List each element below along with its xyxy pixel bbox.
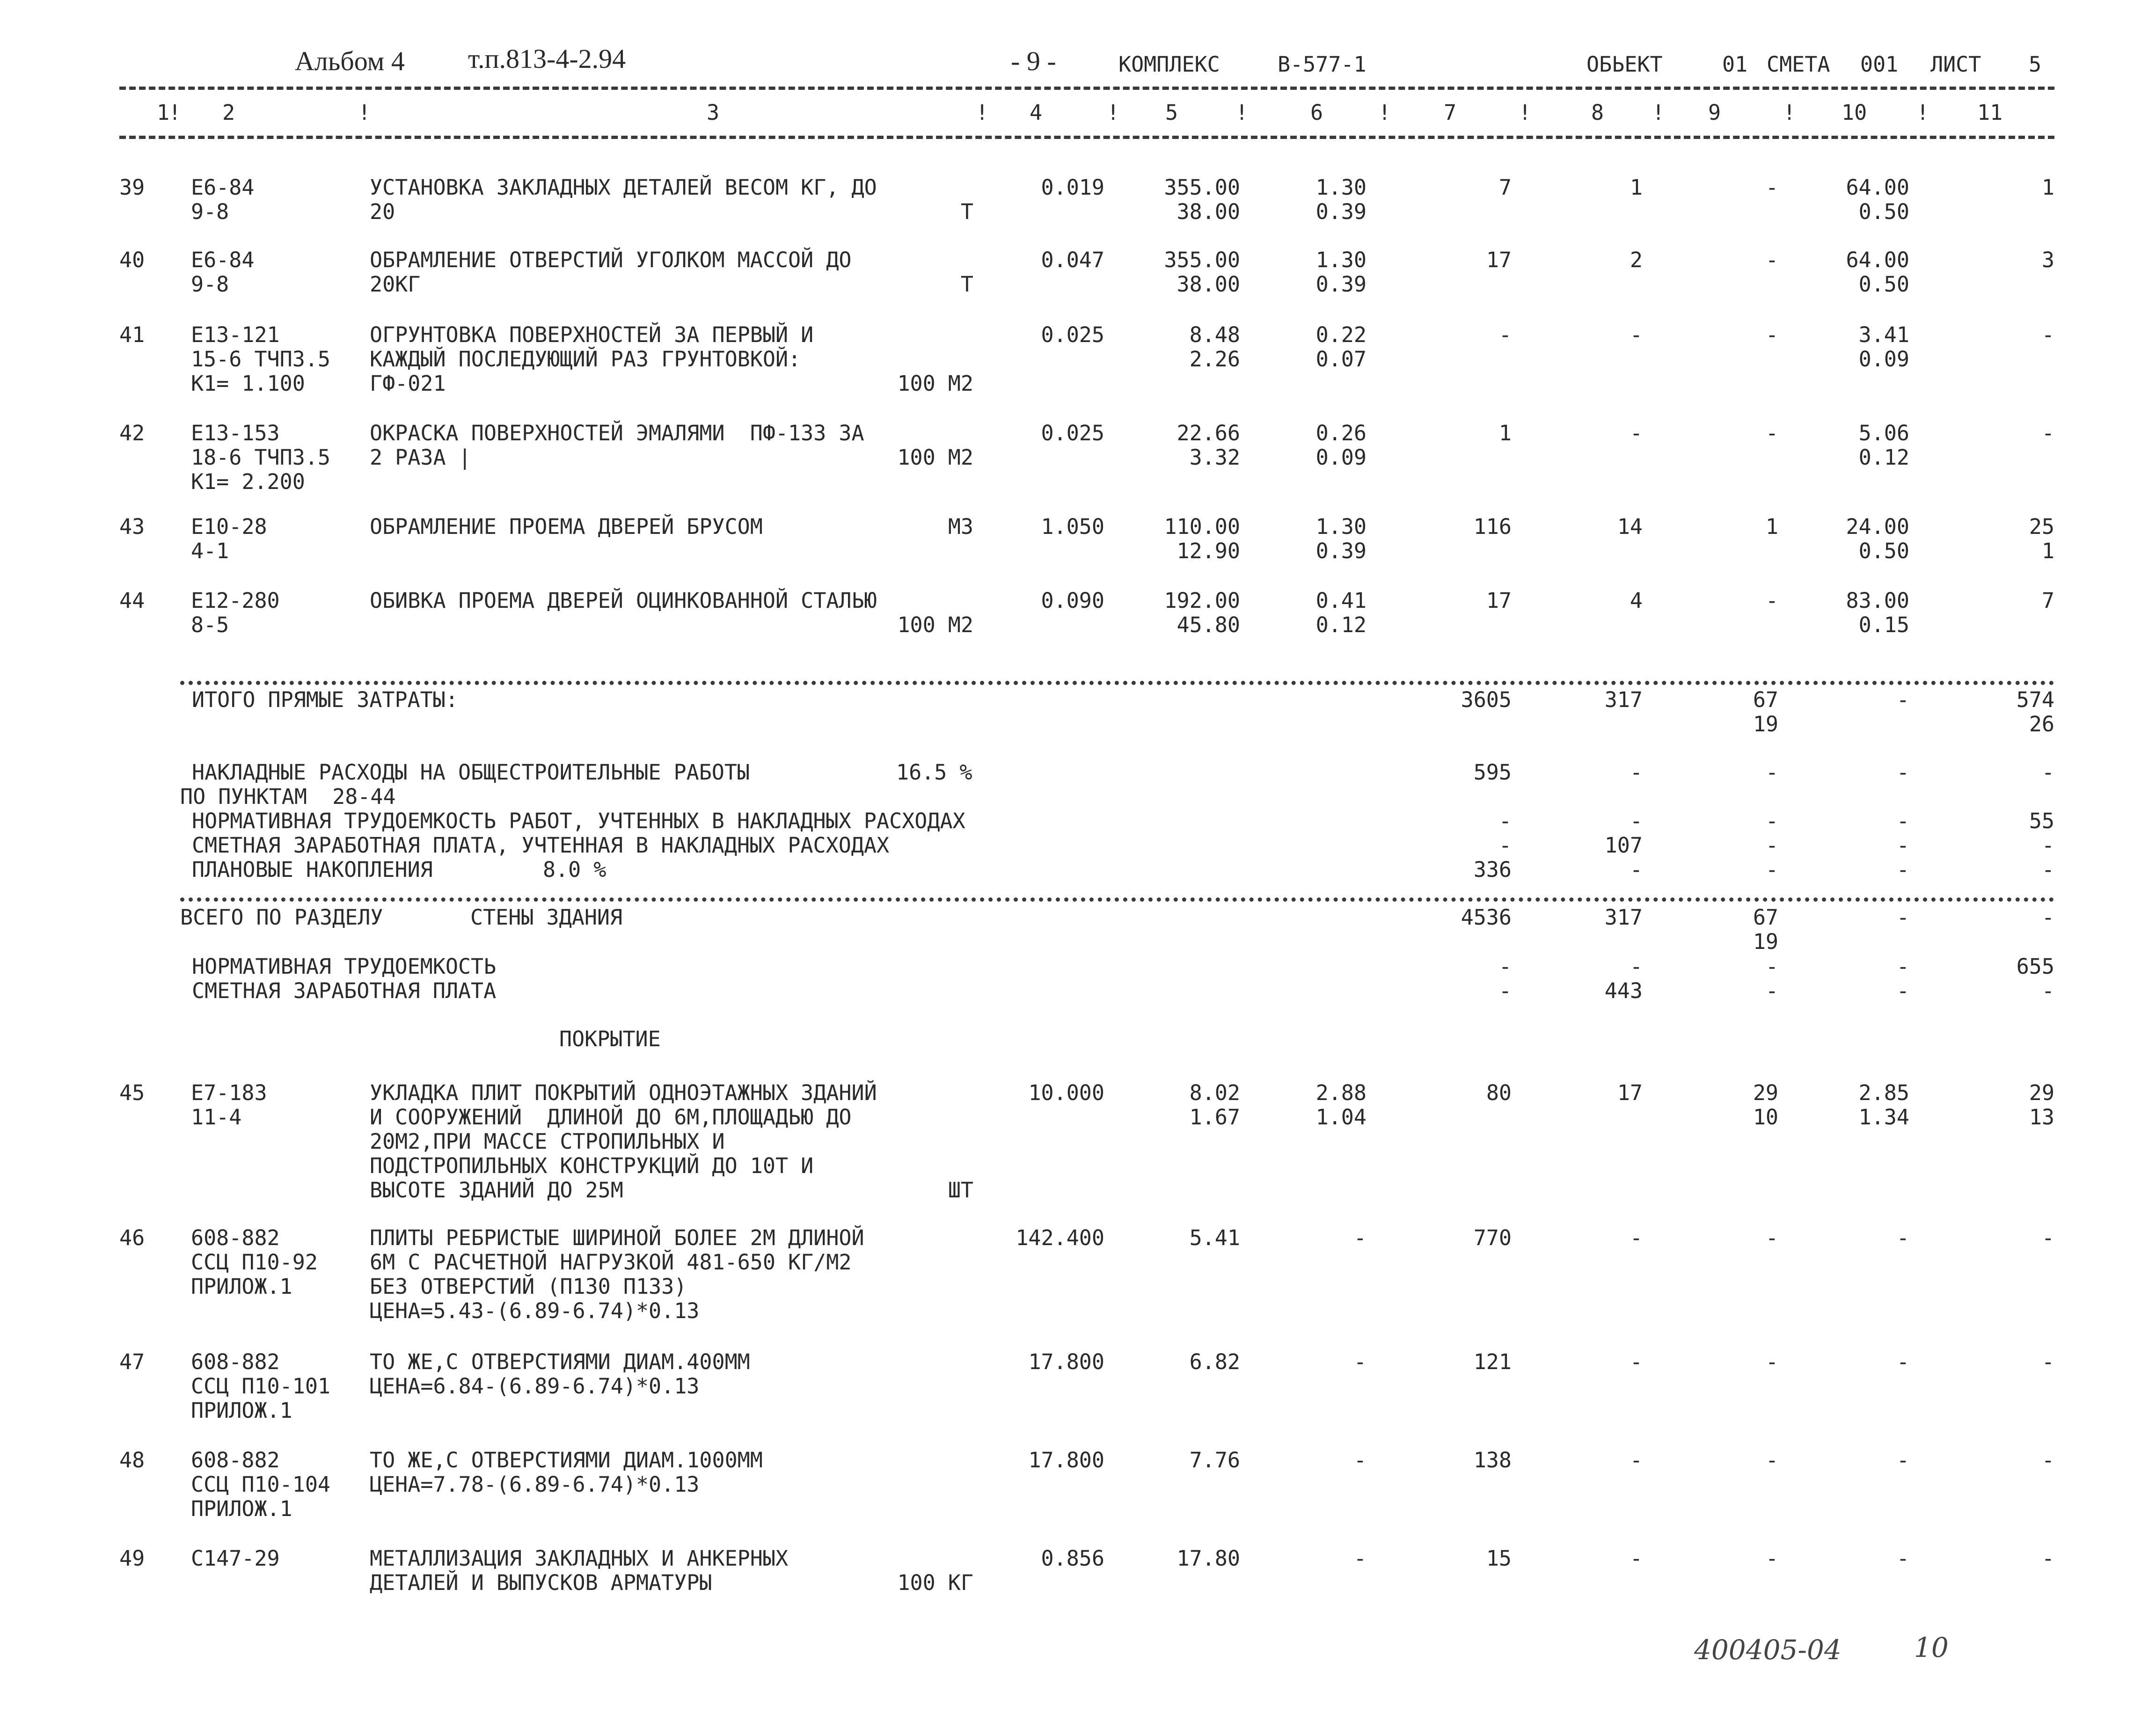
row-c8: - (1630, 322, 1643, 347)
row-name: ОБИВКА ПРОЕМА ДВЕРЕЙ ОЦИНКОВАННОЙ СТАЛЬЮ (370, 588, 877, 613)
direct-c11-a: 574 (2016, 687, 2054, 712)
wage-oh-c11: - (2041, 833, 2054, 858)
row-name: 20КГ (370, 272, 421, 297)
row-quantity: 0.025 (1041, 421, 1104, 445)
header-rule-top (119, 87, 2054, 90)
row-c8: 2 (1630, 248, 1643, 272)
column-separator: ! (168, 100, 182, 125)
row-c11: - (2041, 1448, 2054, 1472)
row-unit: М3 (948, 514, 973, 539)
row-c6: 0.26 (1316, 421, 1367, 445)
row-code: Е13-121 (191, 322, 280, 347)
row-c11: 1 (2041, 539, 2054, 563)
row-unit: ШТ (948, 1178, 973, 1203)
column-separator: ! (1107, 100, 1120, 125)
row-c10: - (1896, 1448, 1909, 1472)
row-code: ПРИЛОЖ.1 (191, 1496, 292, 1521)
wage-oh-c7: - (1498, 833, 1512, 858)
row-code: 4-1 (191, 539, 229, 563)
row-code: 9-8 (191, 199, 229, 224)
row-c9: - (1765, 175, 1778, 200)
row-c8: - (1630, 421, 1643, 445)
row-name: ТО ЖЕ,С ОТВЕРСТИЯМИ ДИАМ.1000ММ (370, 1448, 763, 1472)
planned-c8: - (1630, 857, 1643, 882)
labor-oh-c8: - (1630, 809, 1643, 833)
row-quantity: 0.019 (1041, 175, 1104, 200)
row-name: ЦЕНА=7.78-(6.89-6.74)*0.13 (370, 1472, 700, 1497)
row-c10: 5.06 (1858, 421, 1909, 445)
row-c5: 110.00 (1164, 514, 1240, 539)
row-c6: - (1353, 1546, 1367, 1571)
column-number: 5 (1165, 100, 1178, 125)
row-c7: 138 (1473, 1448, 1512, 1472)
row-c9: - (1765, 248, 1778, 272)
row-c5: 1.67 (1189, 1105, 1240, 1130)
row-code: К1= 2.200 (191, 469, 305, 494)
page-number: - 9 - (1011, 46, 1056, 76)
row-code: 608-882 (191, 1448, 280, 1472)
row-c6: 1.30 (1316, 248, 1367, 272)
row-c10: 64.00 (1846, 248, 1909, 272)
row-name: ПОДСТРОПИЛЬНЫХ КОНСТРУКЦИЙ ДО 10Т И (370, 1153, 814, 1178)
row-c5: 5.41 (1189, 1225, 1240, 1250)
row-c10: 0.50 (1858, 199, 1909, 224)
section-c11: - (2041, 905, 2054, 930)
row-c11: - (2041, 1546, 2054, 1571)
row-code: Е13-153 (191, 421, 280, 445)
totals-rule-top (180, 681, 2054, 685)
row-c5: 7.76 (1189, 1448, 1240, 1472)
row-quantity: 10.000 (1028, 1080, 1104, 1105)
row-c9: 1 (1765, 514, 1778, 539)
row-name: ПЛИТЫ РЕБРИСТЫЕ ШИРИНОЙ БОЛЕЕ 2М ДЛИНОЙ (370, 1225, 864, 1250)
album-label: Альбом 4 (295, 46, 405, 76)
row-c5: 2.26 (1189, 347, 1240, 372)
wage-label: СМЕТНАЯ ЗАРАБОТНАЯ ПЛАТА (192, 978, 497, 1003)
row-code: Е10-28 (191, 514, 267, 539)
labor-oh-c11: 55 (2029, 809, 2054, 833)
row-c5: 8.48 (1189, 322, 1240, 347)
row-quantity: 0.856 (1041, 1546, 1104, 1571)
row-name: 6М С РАСЧЕТНОЙ НАГРУЗКОЙ 481-650 КГ/М2 (370, 1250, 852, 1275)
row-c11: - (2041, 421, 2054, 445)
column-separator: ! (976, 100, 989, 125)
row-name: ОКРАСКА ПОВЕРХНОСТЕЙ ЭМАЛЯМИ ПФ-133 ЗА (370, 421, 864, 445)
labor-overhead-label: НОРМАТИВНАЯ ТРУДОЕМКОСТЬ РАБОТ, УЧТЕННЫХ В НАКЛАДНЫХ РАСХОДАХ (192, 809, 965, 833)
row-number: 49 (119, 1546, 145, 1571)
row-unit: 100 М2 (897, 612, 973, 637)
row-c8: 14 (1617, 514, 1643, 539)
wage-oh-c8: 107 (1604, 833, 1643, 858)
row-name: ЦЕНА=5.43-(6.89-6.74)*0.13 (370, 1298, 700, 1323)
overhead-c8: - (1630, 760, 1643, 785)
row-c5: 45.80 (1177, 612, 1240, 637)
planned-c7: 336 (1473, 857, 1512, 882)
row-name: ЦЕНА=6.84-(6.89-6.74)*0.13 (370, 1374, 700, 1399)
row-name: 20 (370, 199, 395, 224)
row-code: ССЦ П10-92 (191, 1250, 318, 1275)
planned-c10: - (1896, 857, 1909, 882)
overhead-c11: - (2041, 760, 2054, 785)
row-c6: 0.22 (1316, 322, 1367, 347)
labor-label: НОРМАТИВНАЯ ТРУДОЕМКОСТЬ (192, 954, 497, 979)
row-c11: 1 (2041, 175, 2054, 200)
row-code: 18-6 ТЧП3.5 (191, 445, 331, 470)
row-c5: 38.00 (1177, 199, 1240, 224)
row-c7: - (1498, 322, 1512, 347)
column-number: 9 (1708, 100, 1721, 125)
row-name: ОБРАМЛЕНИЕ ОТВЕРСТИЙ УГОЛКОМ МАССОЙ ДО (370, 248, 852, 272)
section-name: СТЕНЫ ЗДАНИЯ (470, 905, 623, 930)
row-c5: 38.00 (1177, 272, 1240, 297)
sheet-label: ЛИСТ (1930, 52, 1981, 77)
overhead-c9: - (1765, 760, 1778, 785)
row-c10: 0.50 (1858, 539, 1909, 563)
row-number: 44 (119, 588, 145, 613)
row-c6: - (1353, 1349, 1367, 1374)
row-c11: 3 (2041, 248, 2054, 272)
column-number: 10 (1842, 100, 1867, 125)
row-c10: 0.50 (1858, 272, 1909, 297)
row-name: ДЕТАЛЕЙ И ВЫПУСКОВ АРМАТУРЫ (370, 1570, 712, 1595)
row-c6: 0.39 (1316, 272, 1367, 297)
row-c10: 3.41 (1858, 322, 1909, 347)
row-c7: 116 (1473, 514, 1512, 539)
section-c9-b: 19 (1753, 929, 1778, 954)
row-c11: 13 (2029, 1105, 2054, 1130)
labor-oh-c9: - (1765, 809, 1778, 833)
row-number: 40 (119, 248, 145, 272)
row-name: ТО ЖЕ,С ОТВЕРСТИЯМИ ДИАМ.400ММ (370, 1349, 750, 1374)
row-name: ОГРУНТОВКА ПОВЕРХНОСТЕЙ ЗА ПЕРВЫЙ И (370, 322, 814, 347)
object-label: ОБЬЕКТ (1586, 52, 1663, 77)
row-name: МЕТАЛЛИЗАЦИЯ ЗАКЛАДНЫХ И АНКЕРНЫХ (370, 1546, 789, 1571)
row-c6: 0.12 (1316, 612, 1367, 637)
column-number: 2 (222, 100, 235, 125)
section-total-label: ВСЕГО ПО РАЗДЕЛУ (180, 905, 383, 930)
row-code: 608-882 (191, 1349, 280, 1374)
labor-oh-c7: - (1498, 809, 1512, 833)
row-code: ПРИЛОЖ.1 (191, 1274, 292, 1299)
planned-c9: - (1765, 857, 1778, 882)
planned-c11: - (2041, 857, 2054, 882)
row-c10: 64.00 (1846, 175, 1909, 200)
section-c10: - (1896, 905, 1909, 930)
row-c7: 7 (1498, 175, 1512, 200)
row-c7: 15 (1486, 1546, 1512, 1571)
row-c10: 0.09 (1858, 347, 1909, 372)
row-c9: - (1765, 588, 1778, 613)
labor-c9: - (1765, 954, 1778, 979)
row-name: ВЫСОТЕ ЗДАНИЙ ДО 25М (370, 1178, 623, 1203)
overhead-label: НАКЛАДНЫЕ РАСХОДЫ НА ОБЩЕСТРОИТЕЛЬНЫЕ РАБОТЫ (192, 760, 750, 785)
column-separator: ! (1378, 100, 1391, 125)
row-code: Е7-183 (191, 1080, 267, 1105)
row-quantity: 17.800 (1028, 1349, 1104, 1374)
row-unit: 100 М2 (897, 445, 973, 470)
direct-costs-label: ИТОГО ПРЯМЫЕ ЗАТРАТЫ: (192, 687, 458, 712)
section-c9-a: 67 (1753, 905, 1778, 930)
column-number: 1 (157, 100, 170, 125)
row-code: 15-6 ТЧП3.5 (191, 347, 331, 372)
row-c5: 192.00 (1164, 588, 1240, 613)
row-number: 47 (119, 1349, 145, 1374)
overhead-items-label: ПО ПУНКТАМ 28-44 (180, 784, 396, 809)
row-code: ССЦ П10-104 (191, 1472, 331, 1497)
row-c7: 1 (1498, 421, 1512, 445)
estimate-value: 001 (1860, 52, 1899, 77)
row-c6: - (1353, 1225, 1367, 1250)
row-c10: 1.34 (1858, 1105, 1909, 1130)
row-c9: - (1765, 1448, 1778, 1472)
row-c10: - (1896, 1546, 1909, 1571)
row-number: 45 (119, 1080, 145, 1105)
column-separator: ! (1652, 100, 1665, 125)
row-c7: 121 (1473, 1349, 1512, 1374)
row-c6: 0.39 (1316, 199, 1367, 224)
row-code: С147-29 (191, 1546, 280, 1571)
column-separator: ! (358, 100, 371, 125)
row-c8: 4 (1630, 588, 1643, 613)
row-name: КАЖДЫЙ ПОСЛЕДУЮЩИЙ РАЗ ГРУНТОВКОЙ: (370, 347, 801, 372)
labor-oh-c10: - (1896, 809, 1909, 833)
column-number: 11 (1977, 100, 2003, 125)
row-c10: 0.12 (1858, 445, 1909, 470)
row-c9: - (1765, 322, 1778, 347)
row-c11: - (2041, 322, 2054, 347)
row-name: УКЛАДКА ПЛИТ ПОКРЫТИЙ ОДНОЭТАЖНЫХ ЗДАНИЙ (370, 1080, 877, 1105)
row-c5: 12.90 (1177, 539, 1240, 563)
row-name: 2 РАЗА | (370, 445, 471, 470)
column-number: 4 (1030, 100, 1043, 125)
row-c10: - (1896, 1349, 1909, 1374)
wage-c8: 443 (1604, 978, 1643, 1003)
row-c10: - (1896, 1225, 1909, 1250)
column-number: 6 (1310, 100, 1323, 125)
row-c11: - (2041, 1225, 2054, 1250)
labor-c10: - (1896, 954, 1909, 979)
section-title: ПОКРЫТИЕ (559, 1027, 661, 1051)
row-code: 8-5 (191, 612, 229, 637)
row-c8: - (1630, 1225, 1643, 1250)
column-separator: ! (1916, 100, 1929, 125)
labor-c8: - (1630, 954, 1643, 979)
row-c9: - (1765, 1546, 1778, 1571)
overhead-percent: 16.5 % (896, 760, 972, 785)
row-c8: - (1630, 1448, 1643, 1472)
row-c7: 770 (1473, 1225, 1512, 1250)
row-c6: 0.09 (1316, 445, 1367, 470)
estimate-label: СМЕТА (1767, 52, 1830, 77)
row-c6: 0.07 (1316, 347, 1367, 372)
row-c5: 6.82 (1189, 1349, 1240, 1374)
row-c9: 10 (1753, 1105, 1778, 1130)
row-code: Е6-84 (191, 248, 255, 272)
direct-c9-b: 19 (1753, 712, 1778, 736)
row-c10: 83.00 (1846, 588, 1909, 613)
row-c6: 2.88 (1316, 1080, 1367, 1105)
handwritten-code: 400405-04 (1694, 1634, 1842, 1666)
row-c11: - (2041, 1349, 2054, 1374)
column-separator: ! (1235, 100, 1249, 125)
row-c6: 0.39 (1316, 539, 1367, 563)
wage-c11: - (2041, 978, 2054, 1003)
row-quantity: 0.090 (1041, 588, 1104, 613)
section-rule (180, 897, 2054, 902)
wage-overhead-label: СМЕТНАЯ ЗАРАБОТНАЯ ПЛАТА, УЧТЕННАЯ В НАКЛАДНЫХ РАСХОДАХ (192, 833, 890, 858)
row-c7: 17 (1486, 588, 1512, 613)
row-c6: 1.30 (1316, 175, 1367, 200)
row-name: ГФ-021 (370, 371, 446, 396)
sheet-value: 5 (2029, 52, 2042, 77)
row-c8: 1 (1630, 175, 1643, 200)
direct-c9-a: 67 (1753, 687, 1778, 712)
row-number: 46 (119, 1225, 145, 1250)
row-number: 43 (119, 514, 145, 539)
row-c7: 80 (1486, 1080, 1512, 1105)
row-code: 9-8 (191, 272, 229, 297)
row-c6: 1.30 (1316, 514, 1367, 539)
row-code: Е12-280 (191, 588, 280, 613)
wage-oh-c9: - (1765, 833, 1778, 858)
row-c8: - (1630, 1349, 1643, 1374)
row-c10: 0.15 (1858, 612, 1909, 637)
row-code: ПРИЛОЖ.1 (191, 1398, 292, 1423)
row-number: 42 (119, 421, 145, 445)
labor-c7: - (1498, 954, 1512, 979)
row-c8: - (1630, 1546, 1643, 1571)
row-c5: 355.00 (1164, 175, 1240, 200)
row-c9: - (1765, 421, 1778, 445)
handwritten-page: 10 (1914, 1632, 1949, 1663)
row-name: УСТАНОВКА ЗАКЛАДНЫХ ДЕТАЛЕЙ ВЕСОМ КГ, ДО (370, 175, 877, 200)
row-quantity: 17.800 (1028, 1448, 1104, 1472)
direct-c7: 3605 (1461, 687, 1512, 712)
column-separator: ! (1783, 100, 1796, 125)
column-number: 8 (1591, 100, 1604, 125)
row-name: 20М2,ПРИ МАССЕ СТРОПИЛЬНЫХ И (370, 1129, 725, 1154)
overhead-c10: - (1896, 760, 1909, 785)
overhead-c7: 595 (1473, 760, 1512, 785)
row-c5: 3.32 (1189, 445, 1240, 470)
row-name: ОБРАМЛЕНИЕ ПРОЕМА ДВЕРЕЙ БРУСОМ (370, 514, 763, 539)
row-quantity: 0.025 (1041, 322, 1104, 347)
row-c11: 7 (2041, 588, 2054, 613)
row-unit: Т (960, 272, 973, 297)
row-unit: 100 КГ (897, 1570, 973, 1595)
column-separator: ! (1519, 100, 1532, 125)
row-code: 608-882 (191, 1225, 280, 1250)
row-c9: - (1765, 1349, 1778, 1374)
row-c5: 22.66 (1177, 421, 1240, 445)
row-c7: 17 (1486, 248, 1512, 272)
wage-c9: - (1765, 978, 1778, 1003)
direct-c8: 317 (1604, 687, 1643, 712)
row-code: Е6-84 (191, 175, 255, 200)
row-c5: 355.00 (1164, 248, 1240, 272)
row-quantity: 1.050 (1041, 514, 1104, 539)
row-number: 48 (119, 1448, 145, 1472)
row-c6: - (1353, 1448, 1367, 1472)
row-number: 41 (119, 322, 145, 347)
row-c8: 17 (1617, 1080, 1643, 1105)
labor-c11: 655 (2016, 954, 2054, 979)
row-quantity: 0.047 (1041, 248, 1104, 272)
complex-label: КОМПЛЕКС (1118, 52, 1220, 77)
row-quantity: 142.400 (1016, 1225, 1104, 1250)
section-c8: 317 (1604, 905, 1643, 930)
row-c10: 24.00 (1846, 514, 1909, 539)
planned-percent: 8.0 % (543, 857, 607, 882)
wage-c7: - (1498, 978, 1512, 1003)
section-c7: 4536 (1461, 905, 1512, 930)
row-code: 11-4 (191, 1105, 242, 1130)
row-name: БЕЗ ОТВЕРСТИЙ (П130 П133) (370, 1274, 687, 1299)
row-name: И СООРУЖЕНИЙ ДЛИНОЙ ДО 6М,ПЛОЩАДЬЮ ДО (370, 1105, 852, 1130)
wage-c10: - (1896, 978, 1909, 1003)
row-code: К1= 1.100 (191, 371, 305, 396)
direct-c11-b: 26 (2029, 712, 2054, 736)
direct-c10: - (1896, 687, 1909, 712)
row-code: ССЦ П10-101 (191, 1374, 331, 1399)
row-c6: 0.41 (1316, 588, 1367, 613)
header-rule-bottom (119, 136, 2054, 139)
row-c6: 1.04 (1316, 1105, 1367, 1130)
wage-oh-c10: - (1896, 833, 1909, 858)
object-value: 01 (1722, 52, 1748, 77)
row-c10: 2.85 (1858, 1080, 1909, 1105)
row-c11: 29 (2029, 1080, 2054, 1105)
row-c5: 8.02 (1189, 1080, 1240, 1105)
row-c11: 25 (2029, 514, 2054, 539)
row-unit: 100 М2 (897, 371, 973, 396)
row-number: 39 (119, 175, 145, 200)
complex-value: В-577-1 (1278, 52, 1367, 77)
column-number: 7 (1444, 100, 1457, 125)
project-number: т.п.813-4-2.94 (468, 44, 626, 74)
row-c5: 17.80 (1177, 1546, 1240, 1571)
row-c9: - (1765, 1225, 1778, 1250)
row-unit: Т (960, 199, 973, 224)
column-number: 3 (707, 100, 720, 125)
row-c9: 29 (1753, 1080, 1778, 1105)
planned-label: ПЛАНОВЫЕ НАКОПЛЕНИЯ (192, 857, 433, 882)
